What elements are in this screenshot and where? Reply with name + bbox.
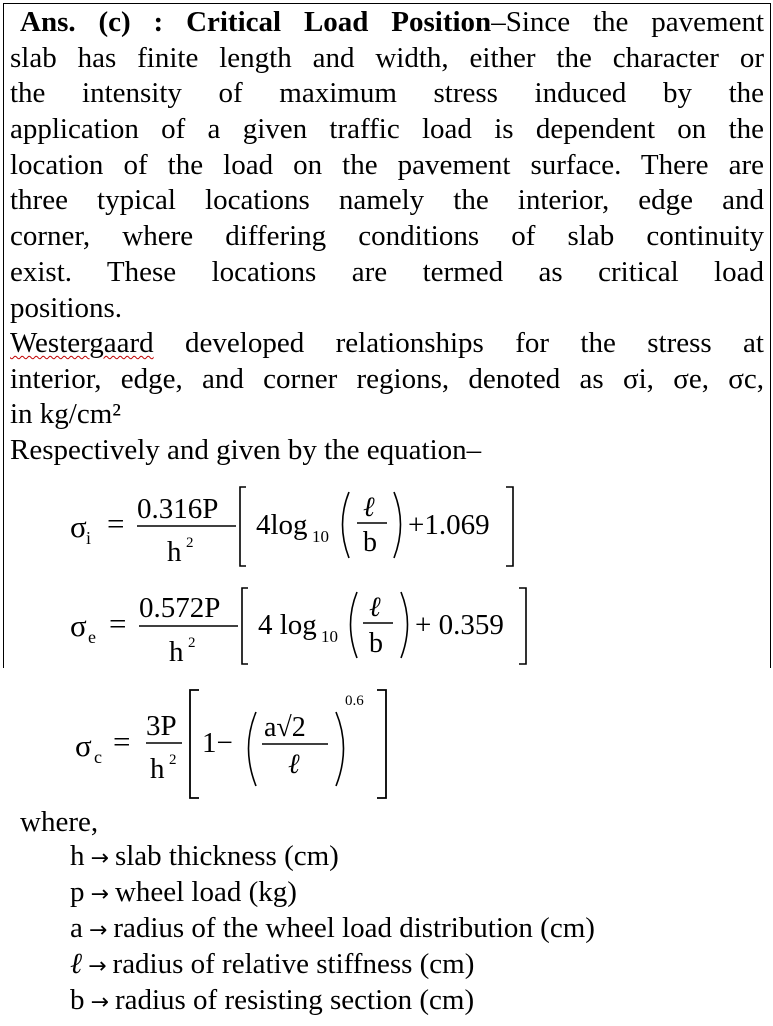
arrow-icon: → [88,918,108,943]
westergaard-line-3: in kg/cm² [10,398,121,431]
answer-line-8: exist. These locations are termed as critical load [10,255,764,288]
svg-text:10: 10 [312,527,329,546]
answer-line-9: positions. [10,291,122,324]
westergaard-line-1: Westergaard developed relationships for the stress at [10,327,764,359]
svg-text:b: b [369,628,383,659]
definition-item: ℓ → radius of relative stiffness (cm) [70,948,475,980]
svg-text:=: = [113,724,131,759]
svg-text:ℓ: ℓ [288,749,300,780]
answer-line-7: corner, where differing conditions of slab continuity [10,220,764,253]
westergaard-name: Westergaard [10,327,154,359]
svg-text:h: h [150,753,165,785]
answer-heading: Critical Load Position [186,6,492,38]
arrow-icon: → [88,954,107,979]
svg-text:h: h [167,536,182,568]
answer-label: Ans. (c) : [20,6,187,38]
westergaard-line-2: interior, edge, and corner regions, denoted as σi, σe, σc, [10,362,764,395]
svg-text:a√2: a√2 [264,712,306,743]
svg-text:1−: 1− [202,727,233,759]
svg-text:i: i [86,528,92,548]
answer-line-6: three typical locations namely the interior, edge and [10,184,764,217]
svg-text:2: 2 [188,635,196,651]
svg-text:3P: 3P [146,710,177,742]
svg-text:2: 2 [169,752,177,768]
svg-text:0.6: 0.6 [345,693,364,709]
answer-line-1: Ans. (c) : Critical Load Position–Since the pavement [20,6,764,38]
svg-text:ℓ: ℓ [369,592,381,623]
svg-text:c: c [94,747,102,767]
svg-text:10: 10 [321,627,338,646]
svg-text:4log: 4log [256,509,308,541]
svg-text:0.572P: 0.572P [139,592,221,624]
definition-item: h → slab thickness (cm) [70,840,339,872]
svg-text:h: h [169,636,184,668]
definitions-list [20,806,595,1020]
svg-text:+ 0.359: + 0.359 [415,609,504,641]
definition-item: b → radius of resisting section (cm) [70,984,475,1016]
svg-text:=: = [109,606,127,641]
westergaard-line-4: Respectively and given by the equation– [10,434,482,467]
svg-text:0.316P: 0.316P [137,493,219,525]
answer-line-3: the intensity of maximum stress induced by the [10,77,764,110]
answer-line-4: application of a given traffic load is dependent on the [10,113,764,146]
arrow-icon: → [90,846,109,871]
equation-interior [70,487,513,568]
svg-text:=: = [107,506,125,541]
svg-text:σ: σ [70,608,87,643]
svg-text:2: 2 [186,535,194,551]
arrow-icon: → [90,882,109,907]
svg-text:4 log: 4 log [258,609,317,641]
svg-text:+1.069: +1.069 [408,509,490,541]
svg-text:σ: σ [75,728,92,763]
svg-text:e: e [88,627,96,647]
svg-text:σ: σ [70,509,87,544]
definition-item: p → wheel load (kg) [70,876,297,908]
arrow-icon: → [90,990,109,1015]
answer-text: Since the pavement [505,6,764,38]
svg-text:b: b [363,527,377,558]
equation-edge [70,588,526,668]
answer-line-2: slab has finite length and width, either the character or [10,41,764,74]
svg-text:ℓ: ℓ [363,492,375,523]
where-label: where, [20,806,99,838]
equation-corner [75,690,386,798]
answer-line-5: location of the load on the pavement surface. There are [10,148,764,181]
definition-item: a → radius of the wheel load distribution (cm) [70,912,595,944]
